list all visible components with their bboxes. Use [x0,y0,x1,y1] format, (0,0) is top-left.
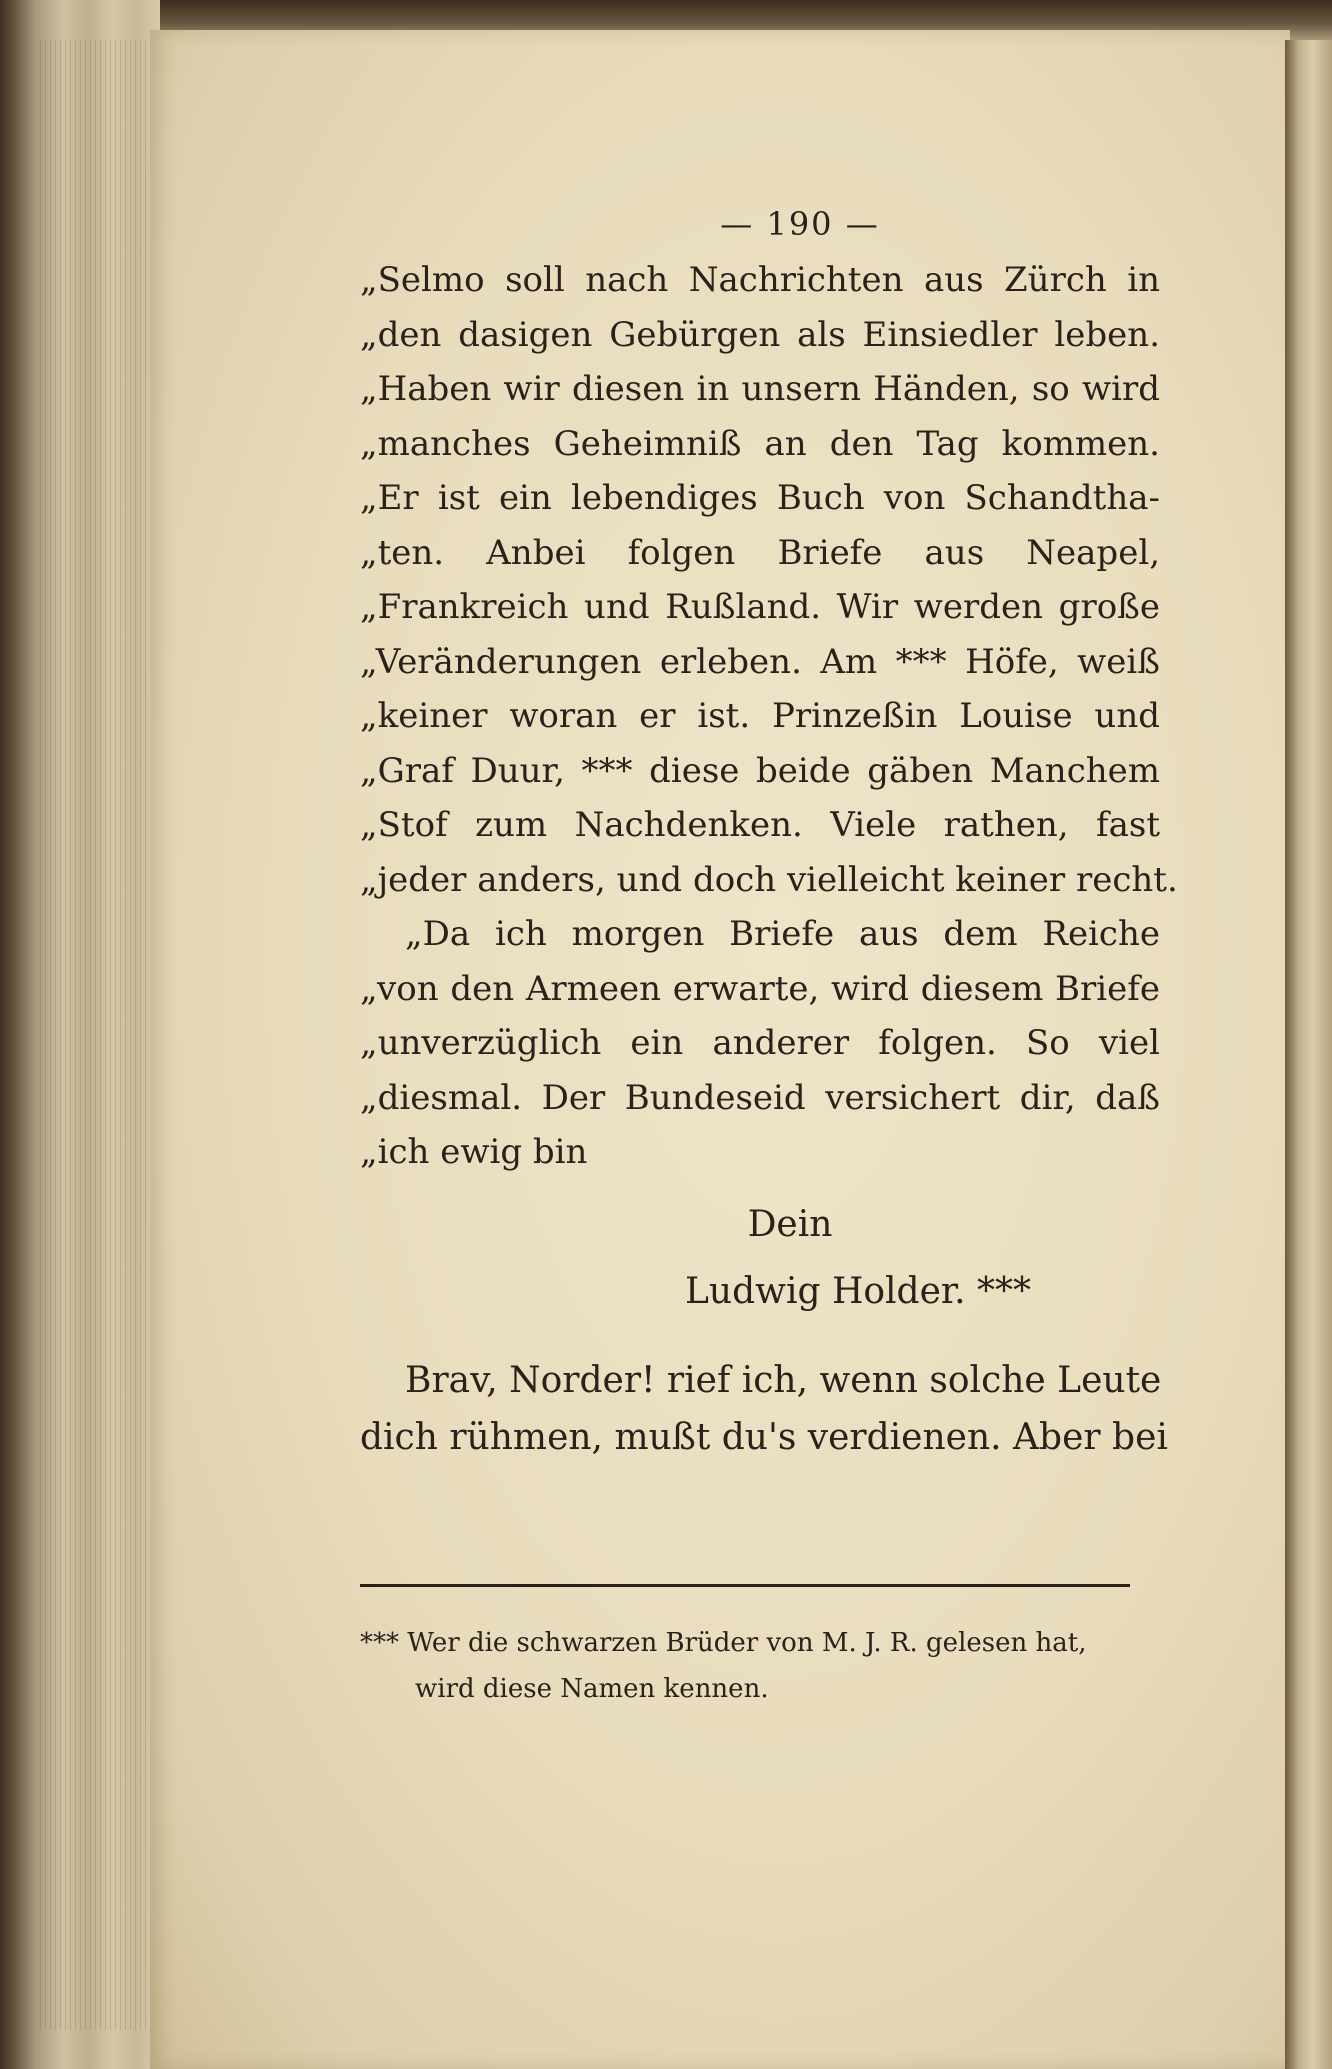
text-line: Brav, Norder! rief ich, wenn solche Leute [405,1359,1162,1401]
text-line: „Veränderungen erleben. Am *** Höfe, weiß [360,641,1160,682]
text-line: „Er ist ein lebendiges Buch von Schandtha- [360,478,1160,518]
text-line: „unverzüglich ein anderer folgen. So viel [360,1023,1160,1063]
footnote-line: wird diese Namen kennen. [415,1674,769,1704]
footnote-rule [360,1584,1130,1587]
letter-body [360,253,1178,1180]
text-line: „keiner woran er ist. Prinzeßin Louise und [360,696,1160,736]
page-number: — 190 — [720,205,880,243]
page-content [360,205,1178,1466]
text-line: „Stof zum Nachdenken. Viele rathen, fast [360,805,1160,845]
text-line: „jeder anders, und doch vielleicht keiner recht. [360,859,1178,900]
text-line: „von den Armeen erwarte, wird diesem Briefe [360,968,1160,1009]
text-line: „den dasigen Gebürgen als Einsiedler leben. [360,314,1160,355]
salutation: Dein [747,1203,833,1245]
page-stack-edge [0,0,160,2069]
text-line: dich rühmen, mußt du's verdienen. Aber bei [360,1416,1168,1458]
footnote [360,1620,1160,1712]
text-line: „Haben wir diesen in unsern Händen, so wird [360,369,1160,409]
text-line: „Graf Duur, *** diese beide gäben Manchem [360,750,1160,791]
text-line: „manches Geheimniß an den Tag kommen. [360,423,1160,464]
footnote-line: *** Wer die schwarzen Brüder von M. J. R. gelesen hat, [360,1628,1087,1658]
text-line: „ten. Anbei folgen Briefe aus Neapel, [360,532,1160,573]
text-line: „Frankreich und Rußland. Wir werden große [360,587,1160,627]
text-line: „diesmal. Der Bundeseid versichert dir, daß [360,1077,1160,1118]
page-stack-texture [40,40,150,2030]
text-line: „Da ich morgen Briefe aus dem Reiche [405,914,1160,954]
text-line: „Selmo soll nach Nachrichten aus Zürch in [360,260,1160,300]
narrative-paragraph [360,1352,1168,1466]
facing-page-edge [1285,40,1332,2069]
text-line: „ich ewig bin [360,1132,588,1172]
signature: Ludwig Holder. *** [685,1270,1032,1312]
